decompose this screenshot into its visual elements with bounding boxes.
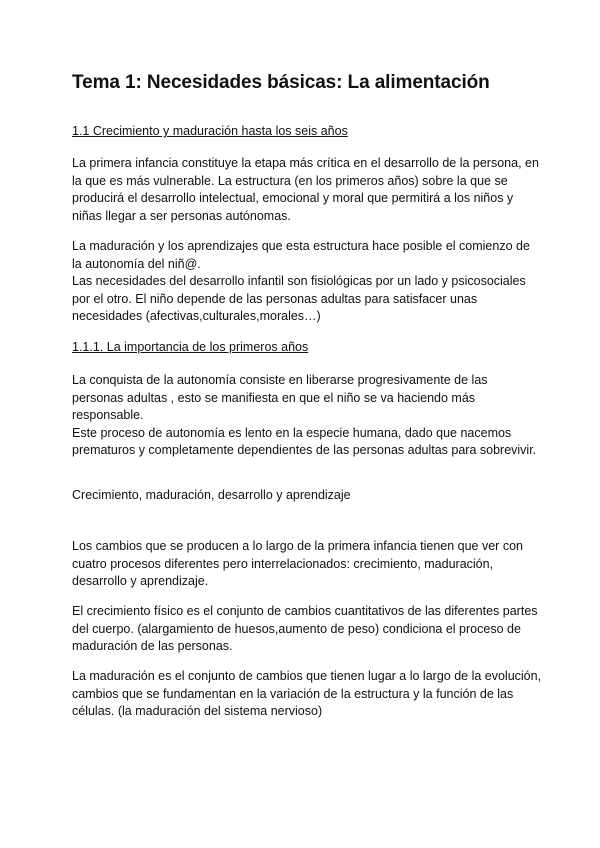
paragraph-line: Las necesidades del desarrollo infantil son fisiológicas por un lado y psicosociales xyxy=(72,274,526,288)
paragraph-3 xyxy=(72,372,537,460)
section-heading-1-1-1: 1.1.1. La importancia de los primeros años xyxy=(72,340,309,354)
paragraph-line: desarrollo y aprendizaje. xyxy=(72,574,209,588)
document-title: Tema 1: Necesidades básicas: La alimentación xyxy=(72,72,490,93)
paragraph-line: El crecimiento físico es el conjunto de cambios cuantitativos de las diferentes partes xyxy=(72,604,538,618)
paragraph-line: del cuerpo. (alargamiento de huesos,aumento de peso) condiciona el proceso de xyxy=(72,621,521,636)
paragraph-1 xyxy=(72,155,539,225)
paragraph-line: cambios que se fundamentan en la variación de la estructura y la función de las xyxy=(72,686,514,701)
paragraph-line: maduración de las personas. xyxy=(72,639,233,653)
section-heading-1-1: 1.1 Crecimiento y maduración hasta los seis años xyxy=(72,124,348,138)
paragraph-line: personas adultas , esto se manifiesta en que el niño se va haciendo más xyxy=(72,390,476,405)
paragraph-line: La conquista de la autonomía consiste en liberarse progresivamente de las xyxy=(72,373,488,387)
paragraph-line: Este proceso de autonomía es lento en la especie humana, dado que nacemos xyxy=(72,425,512,440)
paragraph-line: la que es más vulnerable. La estructura (en los primeros años) sobre la que se xyxy=(72,173,508,188)
paragraph-line: La primera infancia constituye la etapa más crítica en el desarrollo de la persona, en xyxy=(72,156,539,170)
paragraph-line: la autonomía del niñ@. xyxy=(72,256,201,271)
paragraph-line: por el otro. El niño depende de las personas adultas para satisfacer unas xyxy=(72,291,478,306)
paragraph-line: células. (la maduración del sistema nervioso) xyxy=(72,704,323,718)
paragraph-line: La maduración es el conjunto de cambios que tienen lugar a lo largo de la evolución, xyxy=(72,669,542,683)
paragraph-5 xyxy=(72,603,538,656)
paragraph-line: niñas llegar a ser personas autónomas. xyxy=(72,208,291,223)
paragraph-line: prematuros y completamente dependientes de las personas adultas para sobrevivir. xyxy=(72,443,537,457)
paragraph-line: Los cambios que se producen a lo largo de la primera infancia tienen que ver con xyxy=(72,539,523,553)
paragraph-6 xyxy=(72,668,542,721)
paragraph-line: producirá el desarrollo intelectual, emocional y moral que permitirá a los niños y xyxy=(72,191,514,205)
paragraph-4 xyxy=(72,538,532,591)
paragraph-line: La maduración y los aprendizajes que esta estructura hace posible el comienzo de xyxy=(72,239,530,253)
subheading: Crecimiento, maduración, desarrollo y aprendizaje xyxy=(72,488,351,502)
paragraph-line: necesidades (afectivas,culturales,morales…) xyxy=(72,309,321,323)
paragraph-line: cuatro procesos diferentes pero interrelacionados: crecimiento, maduración, xyxy=(72,556,494,571)
paragraph-2 xyxy=(72,238,532,326)
paragraph-line: responsable. xyxy=(72,408,144,422)
